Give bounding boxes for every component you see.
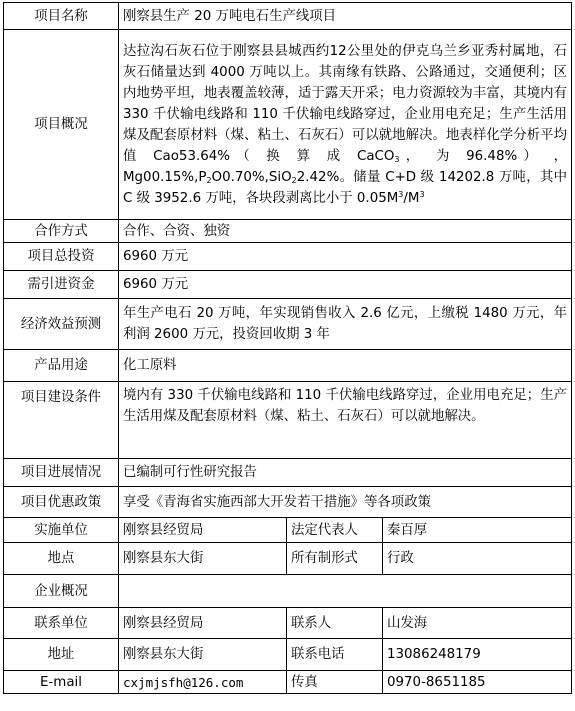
address-value: 刚察县东大街 xyxy=(119,639,287,671)
fax-value: 0970-8651185 xyxy=(383,671,572,694)
row-total-investment xyxy=(4,243,572,271)
row-economic-benefit xyxy=(4,299,572,350)
contact-unit-value: 刚察县经贸局 xyxy=(119,608,287,639)
cooperation-value: 合作、合资、独资 xyxy=(119,220,572,243)
legal-rep-label: 法定代表人 xyxy=(287,518,383,543)
ownership-label: 所有制形式 xyxy=(287,543,383,575)
row-construction-conditions xyxy=(4,382,572,459)
row-project-overview xyxy=(4,30,572,220)
progress-label: 项目进展情况 xyxy=(4,459,119,487)
project-overview-label: 项目概况 xyxy=(4,30,119,220)
project-overview-value: 达拉沟石灰石位于刚察县县城西约12公里处的伊克乌兰乡亚秀村属地，石灰石储量达到 4000 万吨以上。其南缘有铁路、公路通过，交通便利；区内地势平坦，地表覆盖较薄，适于露天开采；电力资源较为丰富，其境内有 330 千伏输电线路和 110 千伏输电线路穿过，企业用电充足；生产生活用煤及配套原材料（煤、粘土、石灰石）可以就地解决。地表样化学分析平均值 Cao53.64%（ 换 算 成 CaCO$_3$， 为 96.48%） ，$Mg00.15\%,P_2O0.70\%,SiO_22.42\%$。储量 C+D 级 14202.8 万吨，其中 C 级 3952.6 万吨，各块段剥离比小于 $0.05M^3/M^3$ xyxy=(119,30,572,220)
legal-rep-value: 秦百厚 xyxy=(383,518,572,543)
implementing-unit-label: 实施单位 xyxy=(4,518,119,543)
phone-label: 联系电话 xyxy=(287,639,383,671)
email-value: cxjmjsfh@126.com xyxy=(119,671,287,694)
preferential-policy-label: 项目优惠政策 xyxy=(4,487,119,518)
row-funds-needed xyxy=(4,271,572,299)
contact-unit-label: 联系单位 xyxy=(4,608,119,639)
row-implementing-unit xyxy=(4,518,572,543)
email-label: E-mail xyxy=(4,671,119,694)
construction-conditions-value: 境内有 330 千伏输电线路和 110 千伏输电线路穿过，企业用电充足；生产生活用煤及配套原材料（煤、粘土、石灰石）可以就地解决。 xyxy=(119,382,572,459)
contact-person-value: 山发海 xyxy=(383,608,572,639)
location-value: 刚察县东大街 xyxy=(119,543,287,575)
row-project-name xyxy=(4,3,572,30)
project-name-label: 项目名称 xyxy=(4,3,119,30)
row-address xyxy=(4,639,572,671)
funds-needed-value: 6960 万元 xyxy=(119,271,572,299)
total-investment-label: 项目总投资 xyxy=(4,243,119,271)
row-preferential-policy xyxy=(4,487,572,518)
progress-value: 已编制可行性研究报告 xyxy=(119,459,572,487)
row-email xyxy=(4,671,572,694)
location-label: 地点 xyxy=(4,543,119,575)
economic-benefit-value: 年生产电石 20 万吨，年实现销售收入 2.6 亿元，上缴税 1480 万元，年利润 2600 万元，投资回收期 3 年 xyxy=(119,299,572,350)
company-overview-label: 企业概况 xyxy=(4,575,119,608)
phone-value: 13086248179 xyxy=(383,639,572,671)
product-usage-value: 化工原料 xyxy=(119,350,572,382)
economic-benefit-label: 经济效益预测 xyxy=(4,299,119,350)
project-name-value: 刚察县生产 20 万吨电石生产线项目 xyxy=(119,3,572,30)
construction-conditions-label: 项目建设条件 xyxy=(4,382,119,459)
product-usage-label: 产品用途 xyxy=(4,350,119,382)
company-overview-value xyxy=(119,575,572,608)
contact-person-label: 联系人 xyxy=(287,608,383,639)
preferential-policy-value: 享受《青海省实施西部大开发若干措施》等各项政策 xyxy=(119,487,572,518)
ownership-value: 行政 xyxy=(383,543,572,575)
cooperation-label: 合作方式 xyxy=(4,220,119,243)
funds-needed-label: 需引进资金 xyxy=(4,271,119,299)
address-label: 地址 xyxy=(4,639,119,671)
row-product-usage xyxy=(4,350,572,382)
fax-label: 传真 xyxy=(287,671,383,694)
row-progress xyxy=(4,459,572,487)
row-contact-unit xyxy=(4,608,572,639)
total-investment-value: 6960 万元 xyxy=(119,243,572,271)
project-info-table xyxy=(3,2,572,694)
implementing-unit-value: 刚察县经贸局 xyxy=(119,518,287,543)
row-location xyxy=(4,543,572,575)
row-cooperation xyxy=(4,220,572,243)
row-company-overview xyxy=(4,575,572,608)
